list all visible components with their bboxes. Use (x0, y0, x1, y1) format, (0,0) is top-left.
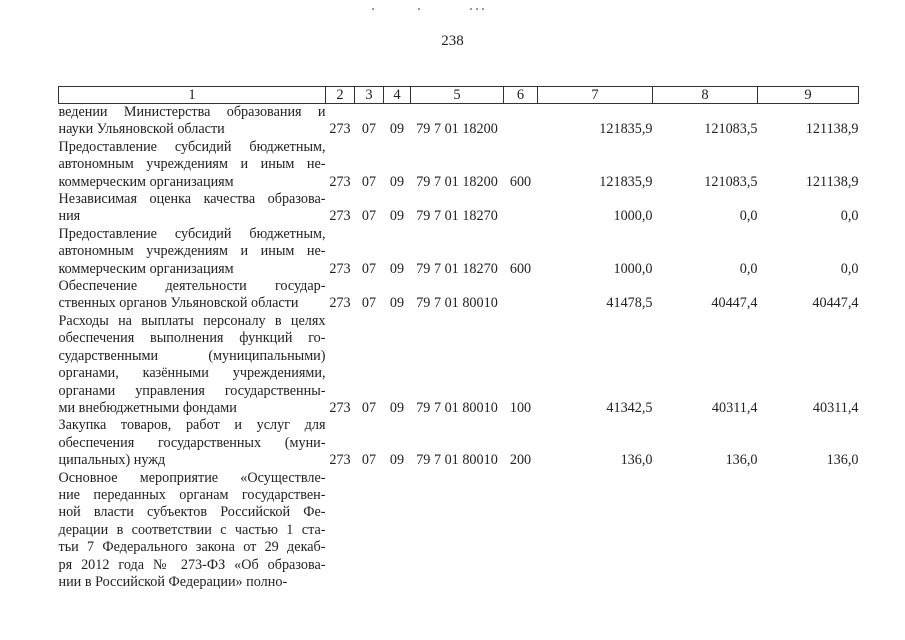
column-header-1: 1 (59, 87, 326, 104)
scan-noise (372, 8, 532, 12)
table-header (59, 87, 859, 104)
column-header-7: 7 (538, 87, 653, 104)
row-name (59, 191, 326, 226)
amount-col-7: 121835,9 (599, 173, 653, 190)
amount-col-7: 121835,9 (599, 121, 653, 138)
row-name-line: Обеспечение деятельности государ- (58, 278, 326, 295)
subsection-code: 09 (389, 452, 405, 469)
subsection-code: 09 (389, 173, 405, 190)
row-name-line: дерации в соответствии с частью 1 ста- (58, 521, 326, 538)
ministry-code: 273 (329, 208, 351, 225)
row-name-line: ной власти субъектов Российской Фе- (58, 504, 326, 521)
amount-col-7: 136,0 (620, 452, 653, 469)
row-name-line: ние переданных органам государствен- (58, 486, 326, 503)
row-name-line: ственных органов Ульяновской области (58, 295, 299, 312)
amount-col-9 (758, 470, 859, 592)
table-row (59, 104, 859, 139)
table-body (59, 104, 859, 592)
target-article-code: 79 7 01 18270 (416, 208, 498, 225)
ministry-code: 273 (329, 260, 351, 277)
row-name-line: нии в Российской Федерации» полно- (58, 573, 288, 590)
column-header-4: 4 (384, 87, 411, 104)
table-row (59, 139, 859, 191)
table-row (59, 226, 859, 278)
row-name-line: Расходы на выплаты персоналу в целях (58, 312, 326, 329)
row-name (59, 278, 326, 313)
subsection-code: 09 (389, 208, 405, 225)
row-name-line: Закупка товаров, работ и услуг для (58, 417, 326, 434)
row-name-line: коммерческим организациям (58, 260, 234, 277)
table-row (59, 191, 859, 226)
table-row (59, 417, 859, 469)
subsection-code: 09 (389, 399, 405, 416)
row-name-line: ми внебюджетными фондами (58, 399, 237, 416)
column-number-row (59, 87, 859, 104)
row-name (59, 139, 326, 191)
row-name-line: органами управления государственны- (58, 382, 326, 399)
row-name-line: ципальных) нужд (58, 452, 166, 469)
subsection-code: 09 (389, 295, 405, 312)
expense-type-code: 200 (509, 452, 532, 469)
row-name-line: науки Ульяновской области (58, 121, 225, 138)
column-header-8: 8 (653, 87, 758, 104)
row-name-line: Предоставление субсидий бюджетным, (58, 138, 326, 155)
row-name-line: Предоставление субсидий бюджетным, (58, 225, 326, 242)
subsection-code (384, 470, 411, 592)
amount-col-8: 40311,4 (711, 399, 758, 416)
table-row (59, 313, 859, 417)
column-header-9: 9 (758, 87, 859, 104)
target-article-code: 79 7 01 18270 (416, 260, 498, 277)
ministry-code: 273 (329, 295, 351, 312)
row-name-line: обеспечения государственных (муни- (58, 434, 326, 451)
section-code: 07 (361, 452, 377, 469)
table-row (59, 278, 859, 313)
target-article-code: 79 7 01 80010 (416, 452, 498, 469)
amount-col-8: 40447,4 (711, 295, 758, 312)
section-code: 07 (361, 399, 377, 416)
amount-col-8: 0,0 (739, 260, 758, 277)
row-name-line: ведении Министерства образования и (58, 104, 326, 120)
row-name-line: сударственными (муниципальными) (58, 347, 326, 364)
row-name-line: Основное мероприятие «Осуществле- (58, 469, 326, 486)
amount-col-7: 1000,0 (613, 208, 653, 225)
page-number: 238 (441, 33, 464, 49)
expense-type-code: 600 (509, 260, 532, 277)
row-name (59, 417, 326, 469)
row-name-line: ря 2012 года № 273-ФЗ «Об образова- (58, 556, 326, 573)
amount-col-8: 0,0 (739, 208, 758, 225)
amount-col-9: 0,0 (840, 260, 859, 277)
amount-col-8: 121083,5 (704, 173, 758, 190)
ministry-code (326, 470, 355, 592)
amount-col-9: 121138,9 (805, 121, 859, 138)
column-header-6: 6 (504, 87, 538, 104)
amount-col-9: 0,0 (840, 208, 859, 225)
amount-col-8 (653, 470, 758, 592)
target-article-code: 79 7 01 18200 (416, 121, 498, 138)
expense-type-code (504, 278, 538, 313)
section-code: 07 (361, 295, 377, 312)
subsection-code: 09 (389, 121, 405, 138)
section-code: 07 (361, 121, 377, 138)
section-code: 07 (361, 173, 377, 190)
target-article-code: 79 7 01 18200 (416, 173, 498, 190)
section-code: 07 (361, 260, 377, 277)
row-name (59, 470, 326, 592)
budget-table (58, 86, 859, 591)
row-name (59, 104, 326, 139)
amount-col-8: 136,0 (725, 452, 758, 469)
ministry-code: 273 (329, 173, 351, 190)
amount-col-7: 41478,5 (606, 295, 653, 312)
column-header-2: 2 (326, 87, 355, 104)
row-name-line: коммерческим организациям (58, 173, 234, 190)
target-article-code: 79 7 01 80010 (416, 399, 498, 416)
row-name-line: тьи 7 Федерального закона от 29 декаб- (58, 539, 326, 556)
expense-type-code (504, 191, 538, 226)
row-name-line: обеспечения выполнения функций го- (58, 330, 326, 347)
expense-type-code: 100 (509, 399, 532, 416)
expense-type-code (504, 104, 538, 139)
target-article-code: 79 7 01 80010 (416, 295, 498, 312)
expense-type-code: 600 (509, 173, 532, 190)
row-name-line: органами, казёнными учреждениями, (58, 365, 326, 382)
amount-col-8: 121083,5 (704, 121, 758, 138)
ministry-code: 273 (329, 452, 351, 469)
amount-col-9: 40311,4 (812, 399, 859, 416)
amount-col-7 (538, 470, 653, 592)
amount-col-9: 121138,9 (805, 173, 859, 190)
section-code: 07 (361, 208, 377, 225)
amount-col-7: 1000,0 (613, 260, 653, 277)
ministry-code: 273 (329, 399, 351, 416)
amount-col-7: 41342,5 (606, 399, 653, 416)
row-name-line: Независимая оценка качества образова- (58, 191, 326, 208)
amount-col-9: 136,0 (826, 452, 859, 469)
amount-col-9: 40447,4 (812, 295, 859, 312)
row-name-line: ния (58, 208, 81, 225)
row-name-line: автономным учреждениям и иным не- (58, 156, 326, 173)
section-code (355, 470, 384, 592)
row-name-line: автономным учреждениям и иным не- (58, 243, 326, 260)
expense-type-code (504, 470, 538, 592)
ministry-code: 273 (329, 121, 351, 138)
column-header-5: 5 (411, 87, 504, 104)
table-row (59, 470, 859, 592)
subsection-code: 09 (389, 260, 405, 277)
target-article-code (411, 470, 504, 592)
column-header-3: 3 (355, 87, 384, 104)
row-name (59, 313, 326, 417)
row-name (59, 226, 326, 278)
